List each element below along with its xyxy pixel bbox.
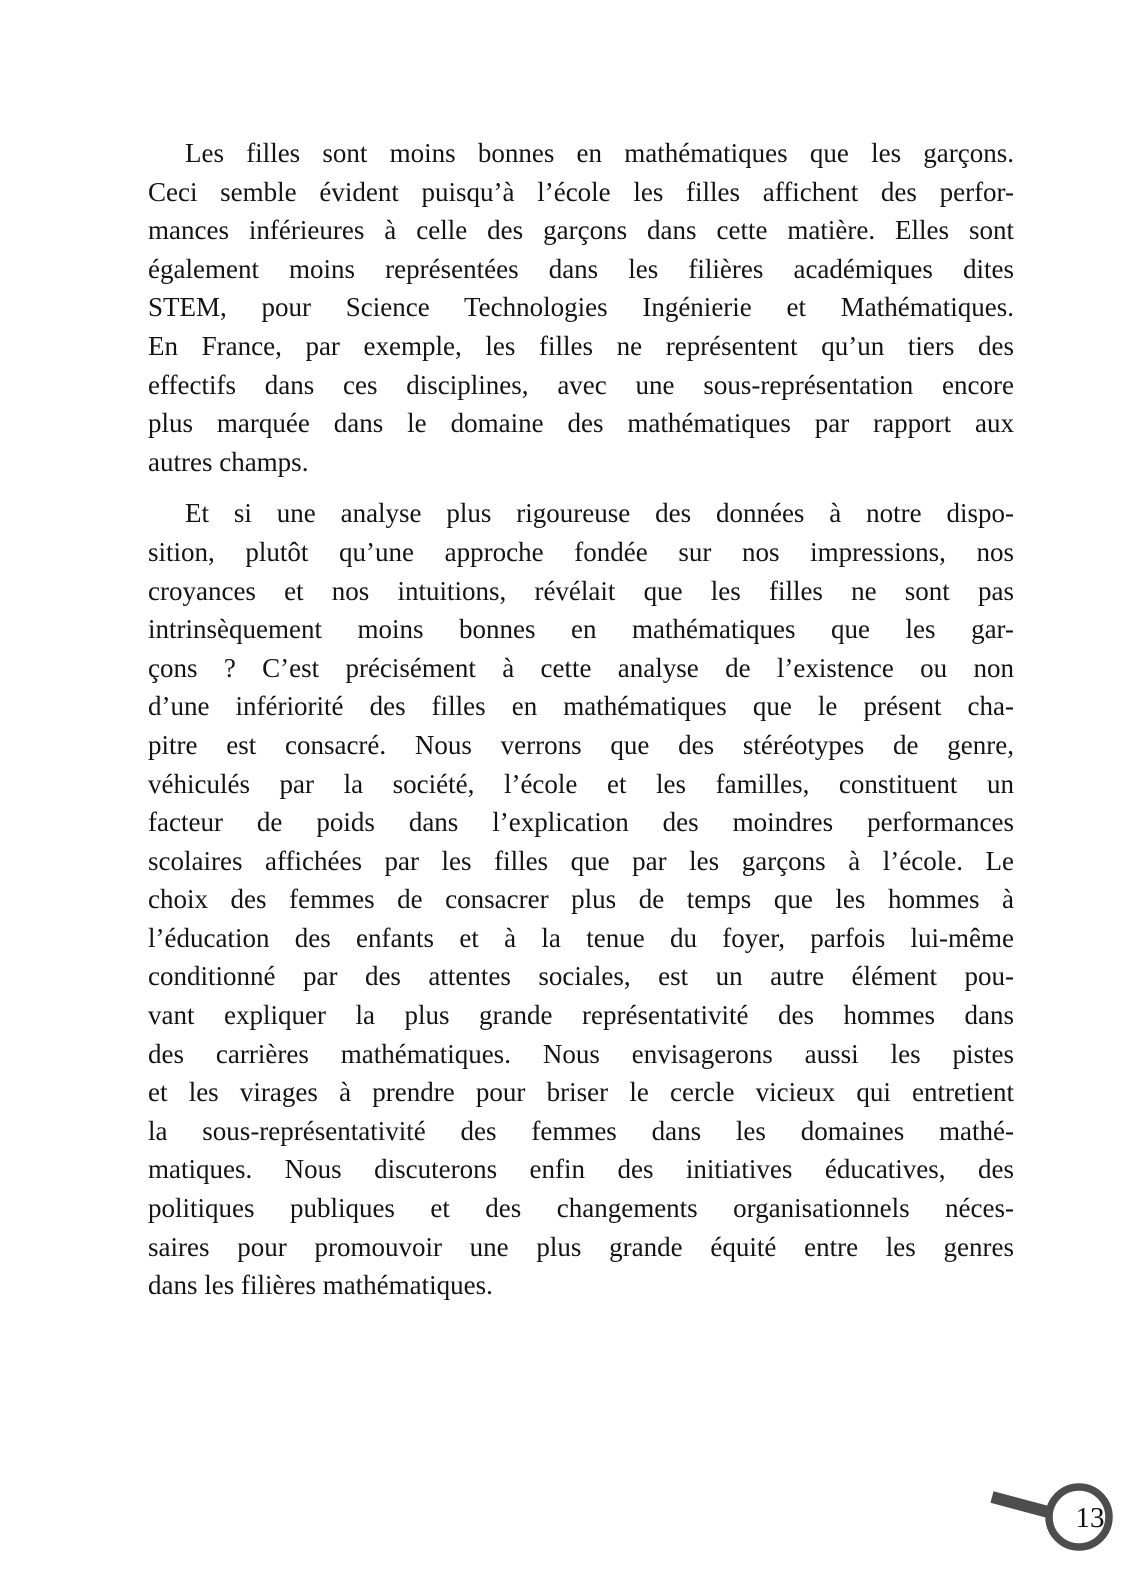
text-line: l’éducation des enfants et à la tenue du foyer, parfois lui-même — [148, 922, 1014, 953]
text-line: matiques. Nous discuterons enfin des initiatives éducatives, des — [148, 1154, 1014, 1185]
text-line: croyances et nos intuitions, révélait que les filles ne sont pas — [148, 575, 1014, 606]
text-line: scolaires affichées par les filles que par les garçons à l’école. Le — [148, 845, 1014, 876]
text-line: intrinsèquement moins bonnes en mathématiques que les gar- — [148, 614, 1014, 645]
text-line: la sous-représentativité des femmes dans les domaines mathé- — [148, 1115, 1014, 1146]
text-line: choix des femmes de consacrer plus de temps que les hommes à — [148, 884, 1014, 915]
text-line: çons ? C’est précisément à cette analyse de l’existence ou non — [148, 652, 1014, 683]
text-line: véhiculés par la société, l’école et les familles, constituent un — [148, 768, 1014, 799]
text-line: politiques publiques et des changements organisationnels néces- — [148, 1193, 1014, 1224]
text-line: Ceci semble évident puisqu’à l’école les filles affichent des perfor- — [148, 176, 1014, 207]
paragraph — [148, 494, 1014, 1304]
text-line: effectifs dans ces disciplines, avec une sous-représentation encore — [148, 369, 1014, 400]
text-line: dans les filières mathématiques. — [148, 1270, 493, 1301]
paragraphs-container — [148, 134, 1014, 1305]
text-line: En France, par exemple, les filles ne représentent qu’un tiers des — [148, 330, 1014, 361]
magnifier-icon — [955, 1455, 1130, 1570]
text-line: STEM, pour Science Technologies Ingénierie et Mathématiques. — [148, 292, 1014, 323]
text-line: autres champs. — [148, 446, 309, 477]
text-line: pitre est consacré. Nous verrons que des stéréotypes de genre, — [148, 729, 1014, 760]
text-line: Et si une analyse plus rigoureuse des données à notre dispo- — [185, 498, 1014, 529]
text-line: conditionné par des attentes sociales, est un autre élément pou- — [148, 961, 1014, 992]
text-line: vant expliquer la plus grande représentativité des hommes dans — [148, 1000, 1014, 1031]
text-line: sition, plutôt qu’une approche fondée sur nos impressions, nos — [148, 536, 1014, 567]
page-body-text — [148, 134, 1014, 1305]
magnifier-handle — [992, 1497, 1052, 1513]
text-line: plus marquée dans le domaine des mathématiques par rapport aux — [148, 408, 1014, 439]
text-line: et les virages à prendre pour briser le cercle vicieux qui entretient — [148, 1077, 1014, 1108]
text-line: facteur de poids dans l’explication des moindres performances — [148, 807, 1014, 838]
text-line: des carrières mathématiques. Nous envisagerons aussi les pistes — [148, 1038, 1014, 1069]
paragraph — [148, 134, 1014, 481]
text-line: saires pour promouvoir une plus grande équité entre les genres — [148, 1231, 1014, 1262]
text-line: Les filles sont moins bonnes en mathématiques que les garçons. — [185, 138, 1014, 168]
text-line: également moins représentées dans les filières académiques dites — [148, 253, 1014, 284]
text-line: mances inférieures à celle des garçons dans cette matière. Elles sont — [148, 215, 1014, 246]
page-number-badge — [955, 1455, 1130, 1570]
text-line: d’une infériorité des filles en mathématiques que le présent cha- — [148, 691, 1014, 722]
page-number: 13 — [1075, 1502, 1105, 1534]
